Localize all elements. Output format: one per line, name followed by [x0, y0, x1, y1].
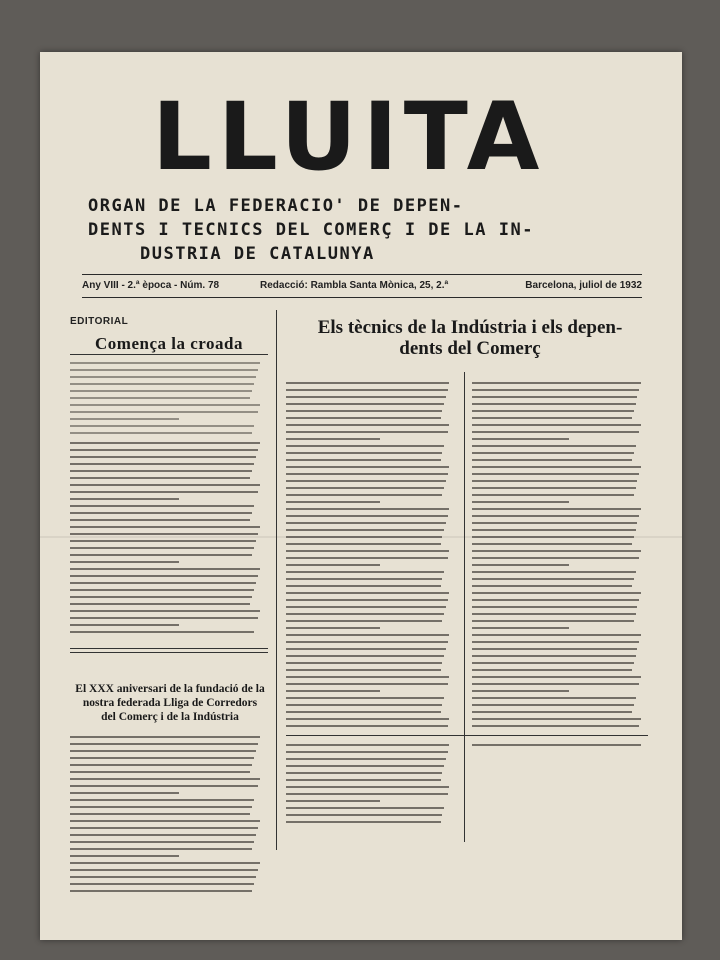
second-title-line: del Comerç i de la Indústria: [101, 711, 239, 723]
text-line: [70, 855, 179, 857]
text-line: [286, 634, 449, 636]
text-line: [286, 744, 449, 746]
text-line: [472, 655, 636, 657]
text-line: [70, 383, 254, 385]
main-title-line: Els tècnics de la Indústria i els depen-: [317, 317, 623, 338]
text-line: [472, 704, 634, 706]
text-line: [472, 711, 632, 713]
text-line: [70, 617, 258, 619]
issue-date: Barcelona, juliol de 1932: [525, 280, 642, 291]
text-line: [472, 718, 641, 720]
text-line: [70, 785, 258, 787]
text-line: [286, 786, 449, 788]
text-line: [70, 362, 260, 364]
title-underline: [70, 354, 268, 355]
second-title-line: nostra federada Lliga de Corredors: [82, 697, 258, 709]
text-line: [70, 876, 256, 878]
text-line: [286, 613, 444, 615]
text-line: [472, 501, 569, 503]
text-line: [472, 690, 569, 692]
text-line: [70, 554, 252, 556]
text-line: [472, 641, 639, 643]
text-line: [472, 725, 639, 727]
text-line: [70, 484, 260, 486]
text-line: [286, 445, 444, 447]
text-line: [286, 515, 448, 517]
text-line: [286, 800, 380, 802]
text-line: [472, 494, 634, 496]
text-line: [472, 396, 637, 398]
text-line: [286, 751, 448, 753]
text-line: [286, 606, 446, 608]
text-line: [70, 806, 252, 808]
text-line: [70, 624, 179, 626]
text-line: [286, 627, 380, 629]
lower-col1-body: [286, 744, 456, 828]
text-line: [70, 890, 252, 892]
text-line: [472, 410, 634, 412]
text-line: [70, 792, 179, 794]
text-line: [472, 578, 634, 580]
text-line: [286, 459, 441, 461]
column-rule-right: [464, 372, 465, 842]
text-line: [70, 376, 256, 378]
issue-info-bar: [82, 274, 642, 298]
editorial-divider-2: [70, 652, 268, 653]
text-line: [472, 473, 639, 475]
text-line: [286, 564, 380, 566]
text-line: [472, 445, 636, 447]
text-line: [472, 438, 569, 440]
text-line: [70, 862, 260, 864]
text-line: [472, 585, 632, 587]
issue-number: Any VIII - 2.ª època - Núm. 78: [82, 280, 220, 291]
text-line: [286, 779, 441, 781]
text-line: [472, 536, 634, 538]
text-line: [472, 543, 632, 545]
text-line: [472, 550, 641, 552]
text-line: [286, 690, 380, 692]
text-line: [70, 449, 258, 451]
text-line: [472, 557, 639, 559]
main-title-line: dents del Comerç: [399, 338, 541, 359]
text-line: [70, 568, 260, 570]
text-line: [286, 571, 444, 573]
text-line: [70, 463, 254, 465]
text-line: [70, 561, 179, 563]
editorial-title: Comença la croada: [95, 334, 243, 353]
text-line: [70, 456, 256, 458]
text-line: [286, 417, 441, 419]
text-line: [70, 820, 260, 822]
text-line: [286, 557, 448, 559]
text-line: [286, 473, 448, 475]
main-article-col2-body: [472, 382, 648, 732]
text-line: [286, 655, 444, 657]
text-line: [472, 744, 641, 746]
text-line: [70, 778, 260, 780]
text-line: [472, 417, 632, 419]
editorial-divider: [70, 648, 268, 649]
text-line: [472, 592, 641, 594]
text-line: [472, 529, 636, 531]
text-line: [472, 571, 636, 573]
text-line: [70, 512, 252, 514]
text-line: [472, 424, 641, 426]
text-line: [472, 669, 632, 671]
text-line: [286, 718, 449, 720]
second-title-line: El XXX aniversari de la fundació de la: [75, 683, 265, 695]
text-line: [70, 757, 254, 759]
text-line: [70, 827, 258, 829]
text-line: [70, 631, 254, 633]
text-line: [70, 470, 252, 472]
text-line: [70, 540, 256, 542]
text-line: [472, 459, 632, 461]
text-line: [472, 515, 639, 517]
main-article-col1-body: [286, 382, 456, 732]
text-line: [472, 564, 569, 566]
text-line: [70, 596, 252, 598]
text-line: [70, 582, 256, 584]
text-line: [286, 410, 442, 412]
text-line: [472, 613, 636, 615]
text-line: [70, 477, 250, 479]
main-section-divider: [286, 735, 648, 736]
second-article-title: [70, 682, 270, 724]
subtitle-line: DENTS I TECNICS DEL COMERÇ I DE LA IN-: [88, 220, 534, 240]
text-line: [286, 543, 441, 545]
text-line: [70, 526, 260, 528]
text-line: [286, 585, 441, 587]
text-line: [286, 821, 441, 823]
text-line: [286, 382, 449, 384]
second-article-body: [70, 736, 268, 897]
text-line: [286, 758, 446, 760]
text-line: [70, 750, 256, 752]
text-line: [472, 466, 641, 468]
text-line: [70, 743, 258, 745]
text-line: [286, 501, 380, 503]
text-line: [286, 550, 449, 552]
text-line: [472, 452, 634, 454]
text-line: [70, 418, 179, 420]
text-line: [70, 390, 252, 392]
text-line: [70, 610, 260, 612]
text-line: [70, 425, 254, 427]
text-line: [70, 589, 254, 591]
text-line: [286, 403, 444, 405]
text-line: [286, 765, 444, 767]
text-line: [286, 725, 448, 727]
newspaper-page: [40, 52, 682, 940]
main-article-title: [290, 317, 650, 359]
text-line: [70, 848, 252, 850]
text-line: [286, 711, 441, 713]
text-line: [70, 813, 250, 815]
text-line: [472, 403, 636, 405]
text-line: [70, 519, 250, 521]
text-line: [70, 603, 250, 605]
text-line: [286, 396, 446, 398]
text-line: [286, 466, 449, 468]
text-line: [286, 389, 448, 391]
text-line: [70, 799, 254, 801]
text-line: [70, 404, 260, 406]
text-line: [286, 529, 444, 531]
text-line: [286, 669, 441, 671]
text-line: [286, 648, 446, 650]
text-line: [70, 505, 254, 507]
text-line: [286, 772, 442, 774]
text-line: [472, 508, 641, 510]
subtitle-line: DUSTRIA DE CATALUNYA: [140, 244, 375, 264]
text-line: [286, 536, 442, 538]
masthead-title: LLUITA: [152, 83, 546, 192]
text-line: [286, 697, 444, 699]
text-line: [286, 522, 446, 524]
text-line: [70, 869, 258, 871]
text-line: [472, 697, 636, 699]
text-line: [472, 634, 641, 636]
text-line: [472, 480, 637, 482]
text-line: [472, 620, 634, 622]
text-line: [286, 452, 442, 454]
text-line: [472, 487, 636, 489]
text-line: [286, 494, 442, 496]
text-line: [472, 676, 641, 678]
text-line: [472, 431, 639, 433]
text-line: [286, 487, 444, 489]
text-line: [472, 522, 637, 524]
editorial-body: [70, 442, 268, 638]
text-line: [472, 382, 641, 384]
text-line: [472, 389, 639, 391]
text-line: [472, 662, 634, 664]
text-line: [286, 424, 449, 426]
text-line: [70, 883, 254, 885]
text-line: [286, 641, 448, 643]
text-line: [286, 599, 448, 601]
text-line: [70, 841, 254, 843]
text-line: [70, 547, 254, 549]
masthead-subtitle: [88, 194, 628, 266]
text-line: [70, 397, 250, 399]
text-line: [472, 683, 639, 685]
text-line: [286, 814, 442, 816]
text-line: [70, 432, 252, 434]
text-line: [286, 620, 442, 622]
text-line: [70, 411, 258, 413]
text-line: [286, 793, 448, 795]
text-line: [472, 606, 637, 608]
text-line: [70, 498, 179, 500]
text-line: [472, 599, 639, 601]
editorial-body-italic: [70, 362, 268, 439]
text-line: [70, 491, 258, 493]
editorial-address: Redacció: Rambla Santa Mònica, 25, 2.ª: [260, 280, 449, 291]
subtitle-line: ORGAN DE LA FEDERACIO' DE DEPEN-: [88, 196, 464, 216]
text-line: [286, 480, 446, 482]
text-line: [286, 662, 442, 664]
text-line: [70, 369, 258, 371]
text-line: [70, 834, 256, 836]
text-line: [70, 771, 250, 773]
text-line: [472, 627, 569, 629]
text-line: [286, 676, 449, 678]
text-line: [70, 575, 258, 577]
text-line: [286, 431, 448, 433]
text-line: [70, 736, 260, 738]
text-line: [286, 508, 449, 510]
column-rule-left: [276, 310, 277, 850]
editorial-label: EDITORIAL: [70, 316, 129, 327]
text-line: [286, 578, 442, 580]
text-line: [286, 704, 442, 706]
text-line: [472, 648, 637, 650]
text-line: [286, 438, 380, 440]
lower-col2-body: [472, 744, 648, 751]
text-line: [286, 592, 449, 594]
text-line: [70, 764, 252, 766]
text-line: [286, 683, 448, 685]
text-line: [286, 807, 444, 809]
text-line: [70, 533, 258, 535]
text-line: [70, 442, 260, 444]
